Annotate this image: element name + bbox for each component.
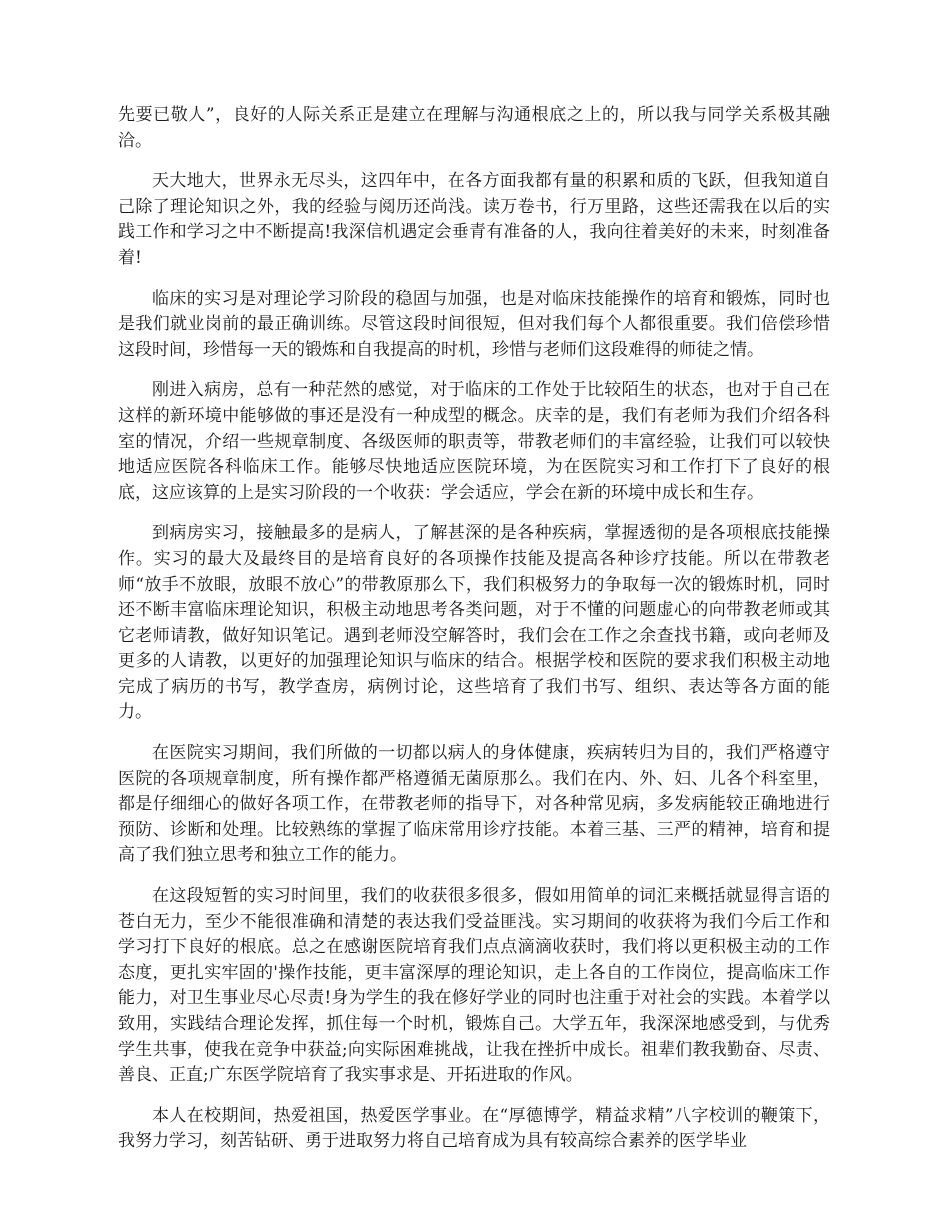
paragraph: 先要已敬人”，良好的人际关系正是建立在理解与沟通根底之上的，所以我与同学关系极其融洽。	[118, 105, 830, 151]
paragraph: 临床的实习是对理论学习阶段的稳固与加强，也是对临床技能操作的培育和锻炼，同时也是我们就业岗前的最正确训练。尽管这段时间很短，但对我们每个人都很重要。我们倍偿珍惜这段时间，珍惜每一天的锻炼和自我提高的时机，珍惜与老师们这段难得的师徒之情。	[118, 288, 830, 360]
paragraph: 刚进入病房，总有一种茫然的感觉，对于临床的工作处于比较陌生的状态，也对于自己在这样的新环境中能够做的事还是没有一种成型的概念。庆幸的是，我们有老师为我们介绍各科室的情况，介绍一些规章制度、各级医师的职责等，带教老师们的丰富经验，让我们可以较快地适应医院各科临床工作。能够尽快地适应医院环境，为在医院实习和工作打下了良好的根底，这应该算的上是实习阶段的一个收获：学会适应，学会在新的环境中成长和生存。	[118, 380, 830, 503]
paragraph: 本人在校期间，热爱祖国，热爱医学事业。在“厚德博学，精益求精”八字校训的鞭策下，我努力学习，刻苦钻研、勇于进取努力将自己培育成为具有较高综合素养的医学毕业	[118, 1105, 830, 1152]
paragraph: 在这段短暂的实习时间里，我们的收获很多很多，假如用简单的词汇来概括就显得言语的苍白无力，至少不能很准确和清楚的表达我们受益匪浅。实习期间的收获将为我们今后工作和学习打下良好的根底。总之在感谢医院培育我们点点滴滴收获时，我们将以更积极主动的工作态度，更扎实牢固的'操作技能，更丰富深厚的理论知识，走上各自的工作岗位，提高临床工作能力，对卫生事业尽心尽责!身为学生的我在修好学业的同时也注重于对社会的实践。本着学以致用，实践结合理论发挥，抓住每一个时机，锻炼自己。大学五年，我深深地感受到，与优秀学生共事，使我在竞争中获益;向实际困难挑战，让我在挫折中成长。祖辈们教我勤奋、尽责、善良、正直;广东医学院培育了我实事求是、开拓进取的作风。	[118, 886, 830, 1086]
document-body	[118, 103, 830, 1170]
paragraph: 天大地大，世界永无尽头，这四年中，在各方面我都有量的积累和质的飞跃，但我知道自己除了理论知识之外，我的经验与阅历还尚浅。读万卷书，行万里路，这些还需我在以后的实践工作和学习之中不断提高!我深信机遇定会垂青有准备的人，我向往着美好的未来，时刻准备着!	[118, 171, 830, 268]
paragraph: 在医院实习期间，我们所做的一切都以病人的身体健康，疾病转归为目的，我们严格遵守医院的各项规章制度，所有操作都严格遵循无菌原那么。我们在内、外、妇、儿各个科室里，都是仔细细心的做好各项工作，在带教老师的指导下，对各种常见病，多发病能较正确地进行预防、诊断和处理。比较熟练的掌握了临床常用诊疗技能。本着三基、三严的精神，培育和提高了我们独立思考和独立工作的能力。	[118, 743, 830, 866]
paragraph: 到病房实习，接触最多的是病人，了解甚深的是各种疾病，掌握透彻的是各项根底技能操作。实习的最大及最终目的是培育良好的各项操作技能及提高各种诊疗技能。所以在带教老师“放手不放眼，放眼不放心”的带教原那么下，我们积极努力的争取每一次的锻炼时机，同时还不断丰富临床理论知识，积极主动地思考各类问题，对于不懂的问题虚心的向带教老师或其它老师请教，做好知识笔记。遇到老师没空解答时，我们会在工作之余查找书籍，或向老师及更多的人请教，以更好的加强理论知识与临床的结合。根据学校和医院的要求我们积极主动地完成了病历的书写，教学查房，病例讨论，这些培育了我们书写、组织、表达等各方面的能力。	[118, 523, 830, 723]
